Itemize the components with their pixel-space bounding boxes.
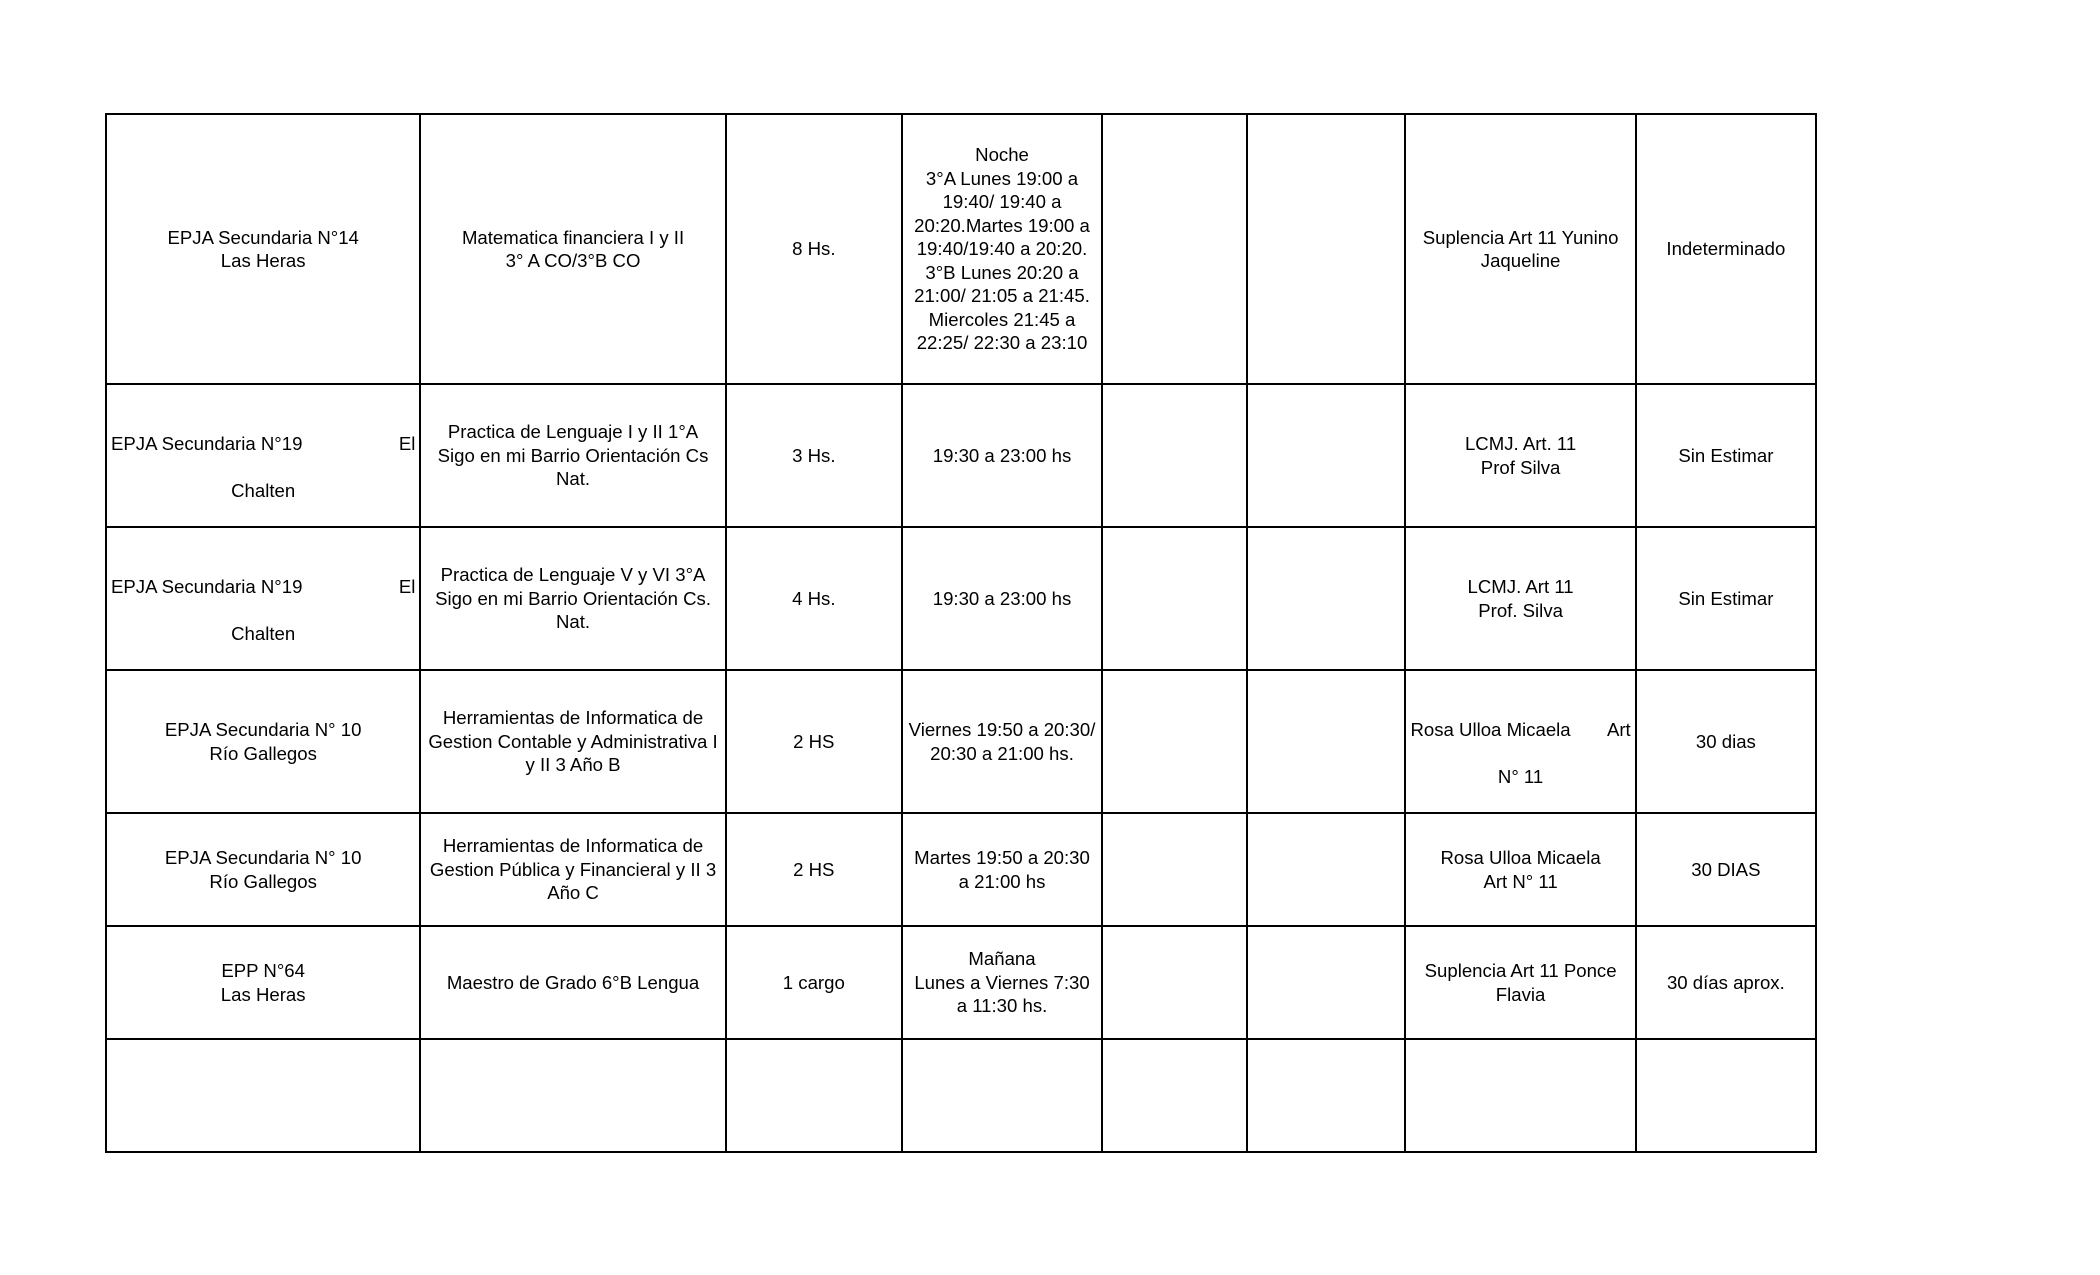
subject-cell: Herramientas de Informatica de Gestion Pública y Financieral y II 3 Año C	[420, 813, 725, 926]
table-row	[106, 114, 1816, 384]
reason-cell: LCMJ. Art 11 Prof. Silva	[1405, 527, 1635, 670]
hours-cell: 2 HS	[726, 670, 902, 813]
duration-cell: 30 días aprox.	[1636, 926, 1816, 1039]
empty-cell	[1102, 670, 1247, 813]
subject-cell: Maestro de Grado 6°B Lengua	[420, 926, 725, 1039]
table-row	[106, 1039, 1816, 1152]
empty-cell	[1247, 114, 1405, 384]
school-locality-start: El	[398, 433, 416, 454]
schedule-cell: Mañana Lunes a Viernes 7:30 a 11:30 hs.	[902, 926, 1102, 1039]
subject-cell: Herramientas de Informatica de Gestion Contable y Administrativa I y II 3 Año B	[420, 670, 725, 813]
table-row	[106, 926, 1816, 1039]
table-row	[106, 384, 1816, 527]
school-name: EPJA Secundaria N°19	[111, 576, 303, 597]
hours-cell: 8 Hs.	[726, 114, 902, 384]
schedule-cell: 19:30 a 23:00 hs	[902, 384, 1102, 527]
duration-cell: Indeterminado	[1636, 114, 1816, 384]
schedule-cell: 19:30 a 23:00 hs	[902, 527, 1102, 670]
empty-cell	[1247, 527, 1405, 670]
subject-cell: Matematica financiera I y II 3° A CO/3°B CO	[420, 114, 725, 384]
empty-cell	[1247, 1039, 1405, 1152]
empty-cell	[1247, 926, 1405, 1039]
reason-text	[1410, 695, 1630, 789]
schedule-cell: Viernes 19:50 a 20:30/ 20:30 a 21:00 hs.	[902, 670, 1102, 813]
school-locality-end: Chalten	[231, 480, 296, 501]
subject-cell: Practica de Lenguaje V y VI 3°A Sigo en mi Barrio Orientación Cs. Nat.	[420, 527, 725, 670]
school-cell	[106, 384, 420, 527]
duration-cell: 30 DIAS	[1636, 813, 1816, 926]
school-name: EPJA Secundaria N°19	[111, 433, 303, 454]
table-row	[106, 670, 1816, 813]
school-line-1	[111, 575, 415, 599]
empty-cell	[1247, 813, 1405, 926]
reason-cell	[1405, 670, 1635, 813]
hours-cell	[726, 1039, 902, 1152]
school-cell: EPJA Secundaria N°14 Las Heras	[106, 114, 420, 384]
subject-cell	[420, 1039, 725, 1152]
empty-cell	[1102, 926, 1247, 1039]
reason-line-1	[1410, 718, 1630, 742]
reason-cell: Rosa Ulloa Micaela Art N° 11	[1405, 813, 1635, 926]
empty-cell	[1247, 670, 1405, 813]
duration-cell: 30 dias	[1636, 670, 1816, 813]
empty-cell	[1247, 384, 1405, 527]
vacancy-table	[105, 113, 1817, 1153]
table-row	[106, 527, 1816, 670]
schedule-cell	[902, 1039, 1102, 1152]
schedule-cell: Noche 3°A Lunes 19:00 a 19:40/ 19:40 a 20:20.Martes 19:00 a 19:40/19:40 a 20:20. 3°B Lunes 20:20 a 21:00/ 21:05 a 21:45. Miercoles 21:45 a 22:25/ 22:30 a 23:10	[902, 114, 1102, 384]
hours-cell: 2 HS	[726, 813, 902, 926]
subject-cell: Practica de Lenguaje I y II 1°A Sigo en mi Barrio Orientación Cs Nat.	[420, 384, 725, 527]
school-text	[111, 409, 415, 503]
school-locality-start: El	[398, 576, 416, 597]
duration-cell	[1636, 1039, 1816, 1152]
reason-cell: Suplencia Art 11 Yunino Jaqueline	[1405, 114, 1635, 384]
school-cell: EPJA Secundaria N° 10 Río Gallegos	[106, 813, 420, 926]
schedule-cell: Martes 19:50 a 20:30 a 21:00 hs	[902, 813, 1102, 926]
school-locality-end: Chalten	[231, 623, 296, 644]
empty-cell	[1102, 813, 1247, 926]
hours-cell: 4 Hs.	[726, 527, 902, 670]
hours-cell: 1 cargo	[726, 926, 902, 1039]
duration-cell: Sin Estimar	[1636, 384, 1816, 527]
empty-cell	[1102, 114, 1247, 384]
reason-article-start: Art	[1606, 719, 1631, 740]
empty-cell	[1102, 1039, 1247, 1152]
reason-cell	[1405, 1039, 1635, 1152]
hours-cell: 3 Hs.	[726, 384, 902, 527]
table-row	[106, 813, 1816, 926]
school-cell: EPP N°64 Las Heras	[106, 926, 420, 1039]
school-cell	[106, 1039, 420, 1152]
school-cell	[106, 527, 420, 670]
school-line-1	[111, 432, 415, 456]
reason-cell: LCMJ. Art. 11 Prof Silva	[1405, 384, 1635, 527]
school-text	[111, 552, 415, 646]
school-cell: EPJA Secundaria N° 10 Río Gallegos	[106, 670, 420, 813]
reason-cell: Suplencia Art 11 Ponce Flavia	[1405, 926, 1635, 1039]
empty-cell	[1102, 384, 1247, 527]
reason-article-end: N° 11	[1497, 766, 1544, 787]
duration-cell: Sin Estimar	[1636, 527, 1816, 670]
reason-name: Rosa Ulloa Micaela	[1410, 719, 1571, 740]
empty-cell	[1102, 527, 1247, 670]
